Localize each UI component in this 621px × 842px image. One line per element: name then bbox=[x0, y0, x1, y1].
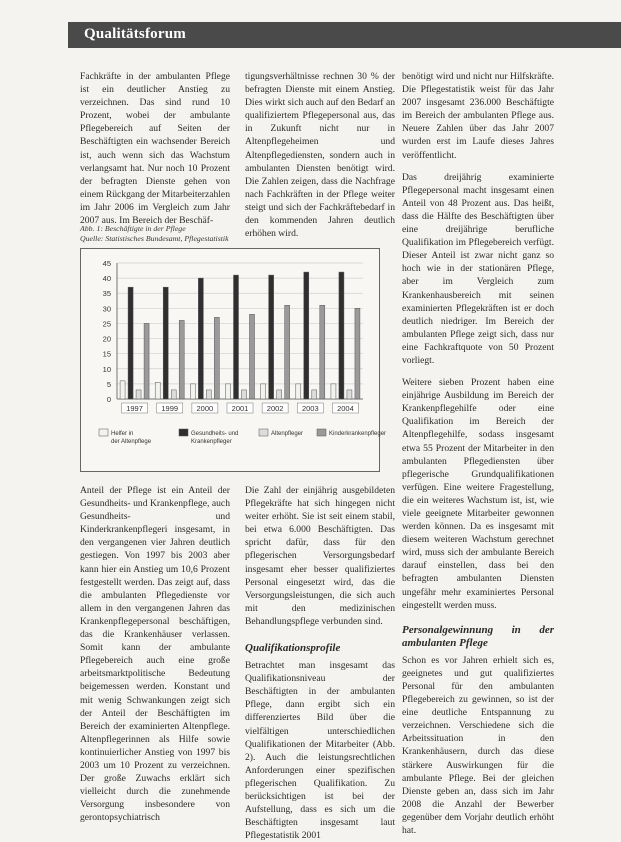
bar bbox=[320, 305, 325, 399]
column-1-top bbox=[80, 70, 230, 227]
bar bbox=[155, 382, 160, 399]
section-heading: Qualifikationsprofile bbox=[245, 642, 341, 655]
paragraph: Die Zahl der einjährig ausgebildeten Pflegekräfte hat sich hingegen nicht weiter erhöht. Sie ist seit einem stabil, bei etwa 6.000 Beschäftigten. Das spricht dafür, dass für den pflegerischen Versorgungsbedarf insgesamt eher besser qualifiziertes Personal eingesetzt wird, das die Versorgungsleistungen, die sich auch mit den medizinischen Behandlungspflege verbunden sind. bbox=[245, 485, 395, 627]
paragraph: Fachkräfte in der ambulanten Pflege ist ein deutlicher Anstieg zu verzeichnen. Das sind rund 10 Prozent, wobei der ambulante Pflegebereich auf Seiten der Beschäftigten ein wachsender Bereich ist, auch wenn sich das Wachstum verlangsamt hat. Nur noch 10 Prozent der befragten Dienste gehen von einem Rückgang der Mitarbeiterzahlen im Jahr 2006 im Vergleich zum Jahr 2007 aus. Im Bereich der Beschäf- bbox=[80, 71, 230, 227]
page-section-title: Qualitätsforum bbox=[84, 26, 186, 42]
bar bbox=[355, 308, 360, 399]
y-tick-label: 25 bbox=[102, 319, 111, 329]
bar bbox=[347, 390, 352, 399]
bar bbox=[242, 390, 247, 399]
bar bbox=[234, 275, 239, 399]
y-tick-label: 0 bbox=[106, 395, 111, 404]
legend-label: Gesundheits- und Krankenpfleger bbox=[191, 431, 239, 445]
paragraph: Betrachtet man insgesamt das Qualifikationsniveau der Beschäftigten in der ambulanten Pflege, dann ergibt sich ein differenziertes Bild über die vielfältigen unterschiedlichen Qualifikationen der Mitarbeiter (Abb. 2). Auch die leistungsrechtlichen Anforderungen einer spezifischen pflegerischen Qualifikation. Zu berücksichtigen ist bei der Aufstellung, dass es sich um die Beschäftigten insgesamt laut Pflegestatistik 2001 bbox=[245, 660, 395, 842]
bar bbox=[226, 384, 231, 399]
bar bbox=[190, 384, 195, 399]
bar bbox=[250, 314, 255, 399]
bar bbox=[171, 390, 176, 399]
paragraph: tigungsverhältnisse rechnen 30 % der befragten Dienste mit einem Anstieg. Dies wirkt sich auch auf den Bedarf an qualifiziertem Pflegepersonal aus, das in Zukunft nicht nur in Altenpflegeheimen und Altenpflegediensten, sondern auch in ambulanten Diensten benötigt wird. Die Zahlen zeigen, dass die Nachfrage nach Fachkräften in der Pflege weiter steigt und sich der Fachkräftebedarf in den kommenden Jahren deutlich erhöhen wird. bbox=[245, 71, 395, 240]
paragraph: Das dreijährig examinierte Pflegepersonal macht insgesamt einen Anteil von 48 Prozent aus. Das heißt, dass die Hälfte des Beschäftigten über eine dreijährige berufliche Qualifikation im Pflegebereich verfügt. Dieser Anteil ist zwar nicht ganz so hoch wie in der stationären Pflege, aber im Vergleich zum Krankenhausbereich mit seinen examinierten Pflegekräften ist er doch deutlich niedriger. Im Bereich der ambulanten Pflege zeigt sich, dass nur eine Fachkraftquote von 50 Prozent vorliegt. bbox=[402, 171, 554, 366]
section-heading: Personalgewinnung in der ambulanten Pflege bbox=[402, 623, 554, 649]
legend-label: Helfer in der Altenpflege bbox=[111, 431, 152, 445]
column-2-bottom bbox=[245, 484, 395, 842]
bar bbox=[339, 272, 344, 399]
y-tick-label: 15 bbox=[102, 349, 111, 359]
x-tick-label: 2003 bbox=[301, 404, 319, 413]
legend-label: Kinderkrankenpfleger bbox=[329, 431, 387, 437]
y-tick-label: 35 bbox=[102, 289, 111, 299]
x-tick-label: 2004 bbox=[337, 404, 354, 413]
x-tick-label: 1999 bbox=[161, 404, 179, 413]
bar bbox=[331, 384, 336, 399]
column-3 bbox=[402, 70, 554, 837]
bar bbox=[144, 323, 149, 399]
bar bbox=[285, 305, 290, 399]
bar-chart-frame bbox=[80, 248, 387, 472]
paragraph: Weitere sieben Prozent haben eine einjährige Ausbildung im Bereich der Krankenpflegehilfe oder eine Qualifikation im Bereich der Altenpflegehilfe, sodass insgesamt etwa 55 Prozent der Mitarbeiter in den ambulanten Pflegediensten über pflegerische Grundqualifikationen verfügen. Eine weitere Fragestellung, die ein weiteres Wachstum ist, ist, wie viele geeignete Mitarbeiter gewonnen werden können. Da es insgesamt mit diesem weiteren Wachstum gerechnet wird, muss sich der ambulante Bereich darauf einstellen, dass bei den befragten ambulanten Diensten ungefähr mehr examiniertes Personal eingestellt werden muss. bbox=[402, 377, 554, 611]
legend-swatch bbox=[99, 429, 108, 436]
x-tick-label: 2001 bbox=[231, 404, 249, 413]
bar bbox=[163, 287, 168, 399]
legend-swatch bbox=[179, 429, 188, 436]
bar bbox=[179, 320, 184, 399]
legend-swatch bbox=[317, 429, 326, 436]
y-tick-label: 5 bbox=[106, 379, 111, 389]
figure-caption-line: Abb. 1: Beschäftigte in der Pflege bbox=[80, 224, 186, 233]
paragraph: benötigt wird und nicht nur Hilfskräfte. Die Pflegestatistik weist für das Jahr 2007 insgesamt 236.000 Beschäftigte im Bereich der ambulanten Pflege aus. Neuere Zahlen über das Jahr 2007 wurden erst im Laufe dieses Jahres veröffentlicht. bbox=[402, 71, 554, 161]
x-tick-label: 1997 bbox=[126, 404, 143, 413]
bar bbox=[214, 317, 219, 399]
bar bbox=[312, 390, 317, 399]
bar bbox=[304, 272, 309, 399]
y-tick-label: 10 bbox=[102, 364, 111, 374]
bar bbox=[261, 384, 266, 399]
legend-label: Altenpfleger bbox=[271, 431, 304, 437]
bar bbox=[120, 381, 125, 399]
x-tick-label: 2000 bbox=[196, 404, 214, 413]
bar bbox=[277, 390, 282, 399]
y-tick-label: 40 bbox=[102, 274, 111, 284]
x-tick-label: 2002 bbox=[266, 404, 284, 413]
bar-chart bbox=[81, 249, 387, 471]
column-2-top bbox=[245, 70, 395, 240]
figure-caption-source: Quelle: Statistisches Bundesamt, Pflegestatistik bbox=[80, 234, 229, 243]
bar bbox=[296, 384, 301, 399]
bar bbox=[198, 278, 203, 399]
y-tick-label: 20 bbox=[102, 334, 111, 344]
bar bbox=[206, 390, 211, 399]
y-tick-label: 45 bbox=[102, 259, 111, 268]
paragraph: Anteil der Pflege ist ein Anteil der Gesundheits- und Krankenpflege, auch Gesundheits- und Kinderkrankenpflegeri insgesamt, in den vergangenen vier Jahren deutlich gestiegen. Von 1997 bis 2003 aber kann hier ein Anstieg um 10,6 Prozent festgestellt werden. Das zeigt auf, dass die ambulanten Pflegedienste vor allem in den vergangenen Jahren das Krankenpflegepersonal beschäftigen, das die Krankenhäuser verlassen. Somit kann der ambulante Pflegebereich auch eine große arbeitsmarktpolitische Bedeutung beigemessen werden. Konstant und mit wenig Schwankungen zeigt sich der Anteil der Beschäftigten im Bereich der examinierten Altenpflege. Altenpflegerinnen als Hilfe sowie kontinuierlicher Anstieg von 1997 bis 2003 um 10 Prozent zu verzeichnen. Der große Zuwachs erklärt sich vielleicht durch die zunehmende Versorgung insbesondere von gerontopsychiatrisch bbox=[80, 485, 230, 824]
column-1-bottom bbox=[80, 484, 230, 824]
bar bbox=[136, 390, 141, 399]
paragraph: Schon es vor Jahren erhielt sich es, geeignetes und gut qualifiziertes Personal für den ambulanten Pflegebereich zu gewinnen, so ist der eine deutliche Entspannung zu verzeichnen. Verschiedene sich die Arbeitssituation in den Krankenhäusern, durch das diese stärkere Auswirkungen für die ambulante Pflege. Bei der gleichen Dienste geben an, dass sich im Jahr 2008 die Anzahl der Bewerber gegenüber dem Vorjahr deutlich erhöht hat. bbox=[402, 654, 554, 836]
legend-swatch bbox=[259, 429, 268, 436]
bar bbox=[269, 275, 274, 399]
y-tick-label: 30 bbox=[102, 304, 111, 314]
bar bbox=[128, 287, 133, 399]
figure-caption bbox=[80, 224, 380, 244]
